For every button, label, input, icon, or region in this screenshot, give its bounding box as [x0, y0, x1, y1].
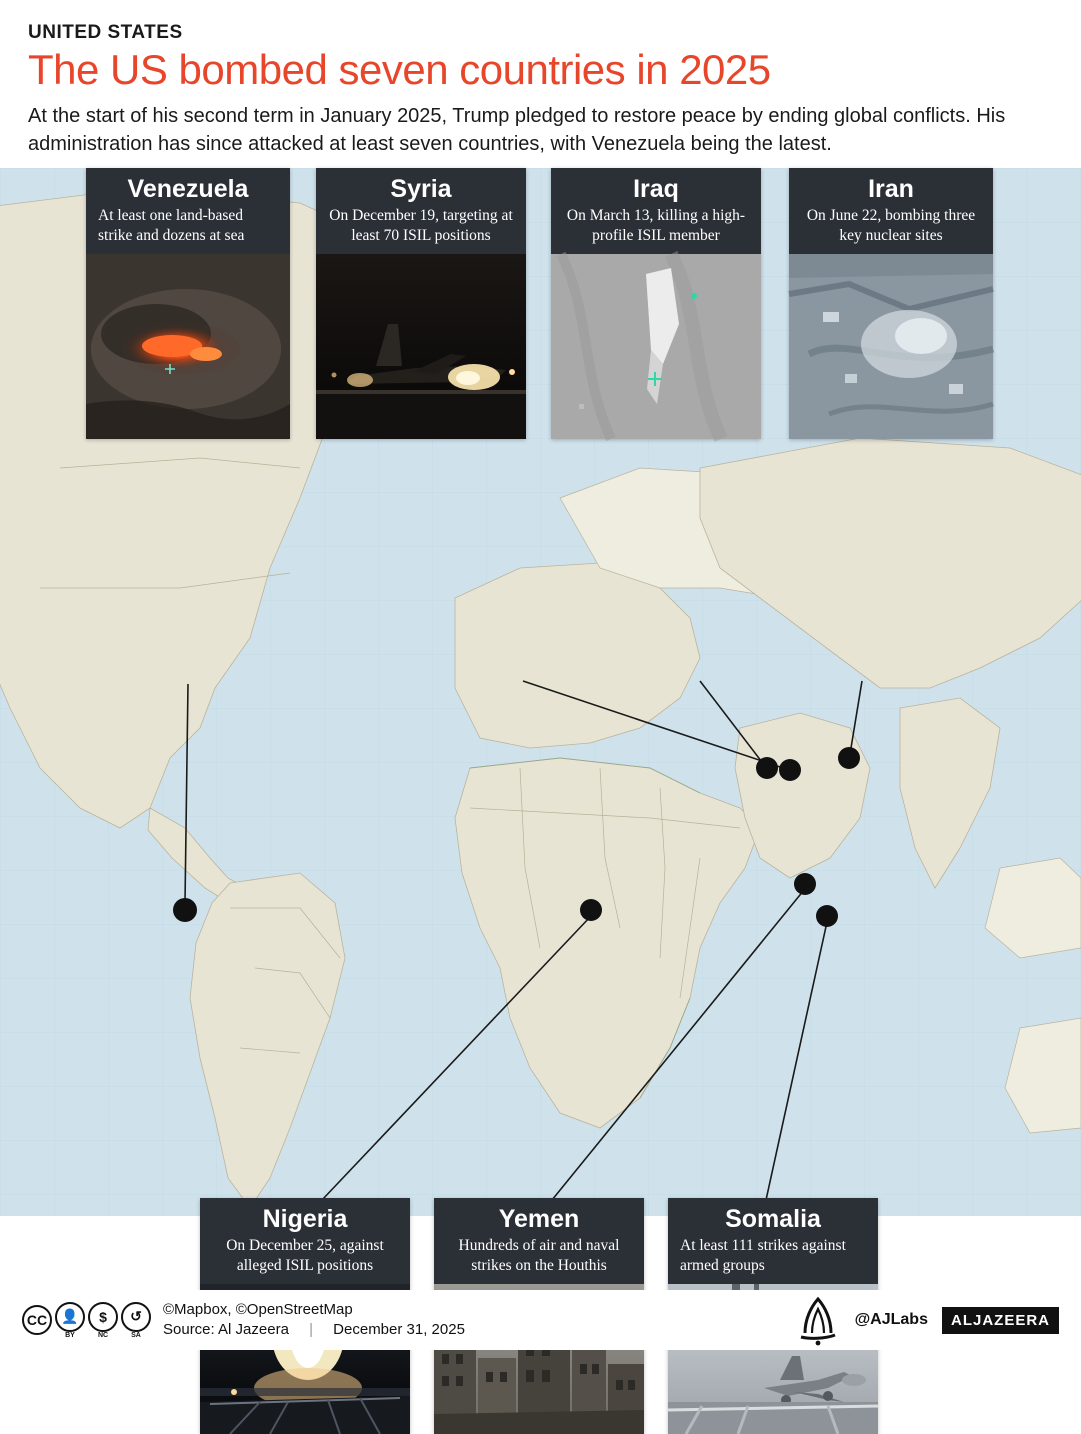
- card-description: On December 19, targeting at least 70 ISIL positions: [329, 207, 513, 244]
- aljazeera-calligraphy-icon: [795, 1293, 841, 1347]
- card-iraq[interactable]: [551, 168, 761, 439]
- card-description: On March 13, killing a high-profile ISIL member: [566, 207, 746, 244]
- card-description: Hundreds of air and naval strikes on the Houthis: [458, 1237, 620, 1274]
- map-dot-nigeria: [580, 899, 602, 921]
- cc-sa-icon: ↺: [121, 1302, 151, 1332]
- social-handle[interactable]: @AJLabs: [854, 1311, 928, 1328]
- card-description: At least 111 strikes against armed groups: [680, 1237, 846, 1274]
- card-title: Syria: [390, 175, 452, 204]
- cc-nc-label: NC: [97, 1331, 109, 1339]
- card-photo-syria: [316, 254, 526, 439]
- aljazeera-logo: ALJAZEERA: [942, 1307, 1059, 1334]
- page-title: The US bombed seven countries in 2025: [28, 46, 771, 93]
- card-venezuela[interactable]: [86, 168, 290, 439]
- map-dot-syria: [779, 759, 801, 781]
- footer-branding: [795, 1293, 1059, 1347]
- map-dot-venezuela: [173, 898, 197, 922]
- card-photo-iran: [789, 254, 993, 439]
- cc-by-icon: 👤: [55, 1302, 85, 1332]
- cc-by-label: BY: [65, 1331, 75, 1339]
- cc-nc-icon: $: [88, 1302, 118, 1332]
- standfirst: At the start of his second term in January 2025, Trump pledged to restore peace by ending global conflicts. His administration has since attacked at least seven countries, with Venezuela being the latest.: [28, 105, 1006, 155]
- card-title: Yemen: [498, 1205, 580, 1234]
- publish-date: December 31, 2025: [333, 1321, 465, 1338]
- source-label: Source:: [163, 1321, 215, 1338]
- creative-commons-license[interactable]: [22, 1302, 151, 1339]
- map-dot-yemen: [794, 873, 816, 895]
- credit-separator: |: [309, 1321, 313, 1338]
- footer: [0, 1290, 1081, 1350]
- cc-sa-label: SA: [131, 1331, 141, 1339]
- card-title: Iran: [868, 175, 914, 204]
- card-description: On June 22, bombing three key nuclear sites: [806, 207, 976, 244]
- kicker: UNITED STATES: [28, 22, 183, 43]
- map-dot-iran: [838, 747, 860, 769]
- card-syria[interactable]: [316, 168, 526, 439]
- card-description: On December 25, against alleged ISIL positions: [226, 1237, 384, 1274]
- card-photo-iraq: [551, 254, 761, 439]
- credits: [163, 1300, 465, 1341]
- cc-icon: CC: [22, 1305, 52, 1335]
- card-title: Somalia: [725, 1205, 821, 1234]
- source-value: Al Jazeera: [218, 1321, 289, 1338]
- map-dot-iraq: [756, 757, 778, 779]
- card-photo-venezuela: [86, 254, 290, 439]
- card-iran[interactable]: [789, 168, 993, 439]
- card-title: Iraq: [633, 175, 679, 204]
- card-title: Venezuela: [127, 175, 249, 204]
- card-title: Nigeria: [262, 1205, 348, 1234]
- world-map[interactable]: [0, 168, 1081, 1274]
- card-description: At least one land-based strike and dozens at sea: [98, 207, 245, 244]
- map-attribution: ©Mapbox, ©OpenStreetMap: [163, 1300, 353, 1318]
- map-dot-somalia: [816, 905, 838, 927]
- header: [0, 0, 1081, 168]
